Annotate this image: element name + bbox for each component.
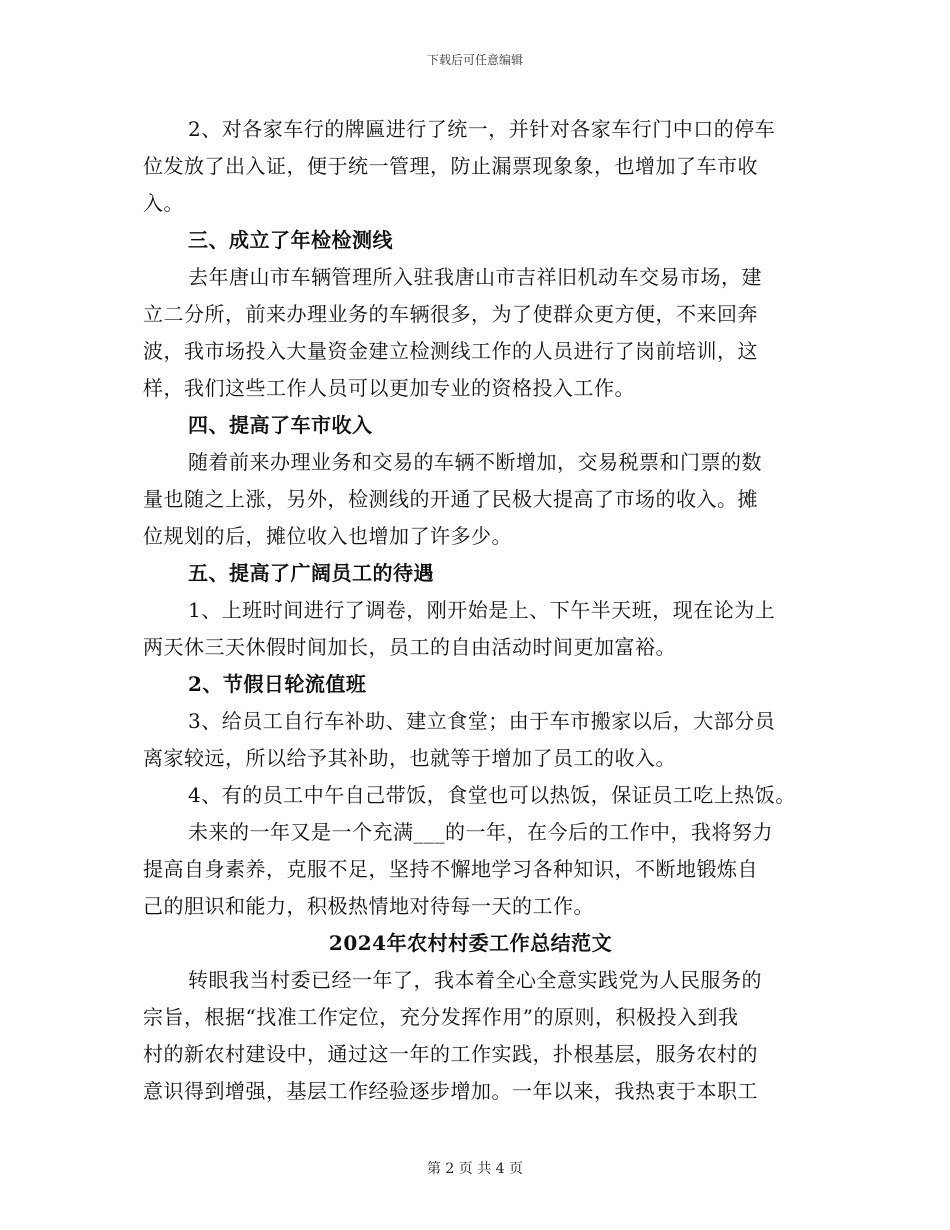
paragraph-line: 位规划的后，摊位收入也增加了许多少。: [143, 524, 512, 548]
paragraph-line: 随着前来办理业务和交易的车辆不断增加，交易税票和门票的数: [188, 450, 762, 474]
section-heading: 2、节假日轮流值班: [188, 672, 367, 696]
paragraph-line: 提高自身素养，克服不足，坚持不懈地学习各种知识，不断地锻炼自: [143, 857, 758, 881]
paragraph-line: 未来的一年又是一个充满___的一年，在今后的工作中，我将努力: [188, 820, 773, 844]
paragraph-line: 离家较远，所以给予其补助，也就等于增加了员工的收入。: [143, 746, 676, 770]
paragraph-line: 波，我市场投入大量资金建立检测线工作的人员进行了岗前培训，这: [143, 339, 758, 363]
paragraph-line: 2、对各家车行的牌匾进行了统一，并针对各家车行门中口的停车: [188, 117, 776, 141]
paragraph-line: 转眼我当村委已经一年了，我本着全心全意实践党为人民服务的: [188, 968, 762, 992]
paragraph-line: 4、有的员工中午自己带饭，食堂也可以热饭，保证员工吃上热饭。: [188, 783, 796, 807]
paragraph-line: 1、上班时间进行了调卷，刚开始是上、下午半天班，现在论为上: [188, 598, 776, 622]
paragraph-line: 量也随之上涨，另外，检测线的开通了民极大提高了市场的收入。摊: [143, 487, 758, 511]
page-header: 下载后可任意编辑: [426, 53, 523, 67]
paragraph-line: 宗旨，根据“找准工作定位，充分发挥作用”的原则，积极投入到我: [143, 1005, 739, 1029]
section-heading: 五、提高了广阔员工的待遇: [188, 561, 434, 585]
paragraph-line: 意识得到增强，基层工作经验逐步增加。一年以来，我热衷于本职工: [143, 1079, 758, 1103]
paragraph-line: 样，我们这些工作人员可以更加专业的资格投入工作。: [143, 376, 635, 400]
paragraph-line: 两天休三天休假时间加长，员工的自由活动时间更加富裕。: [143, 635, 676, 659]
section-heading: 四、提高了车市收入: [188, 413, 373, 437]
paragraph-line: 去年唐山市车辆管理所入驻我唐山市吉祥旧机动车交易市场，建: [188, 265, 762, 289]
page-footer: 第 2 页 共 4 页: [426, 1161, 524, 1177]
paragraph-line: 立二分所，前来办理业务的车辆很多，为了使群众更方便，不来回奔: [143, 302, 758, 326]
paragraph-line: 位发放了出入证，便于统一管理，防止漏票现象象，也增加了车市收: [143, 154, 758, 178]
document-title: 2024年农村村委工作总结范文: [328, 931, 613, 955]
paragraph-line: 己的胆识和能力，积极热情地对待每一天的工作。: [143, 894, 594, 918]
paragraph-line: 入。: [143, 191, 184, 215]
paragraph-line: 3、给员工自行车补助、建立食堂；由于车市搬家以后，大部分员: [188, 709, 776, 733]
paragraph-line: 村的新农村建设中，通过这一年的工作实践，扑根基层，服务农村的: [143, 1042, 758, 1066]
section-heading: 三、成立了年检检测线: [188, 228, 393, 252]
